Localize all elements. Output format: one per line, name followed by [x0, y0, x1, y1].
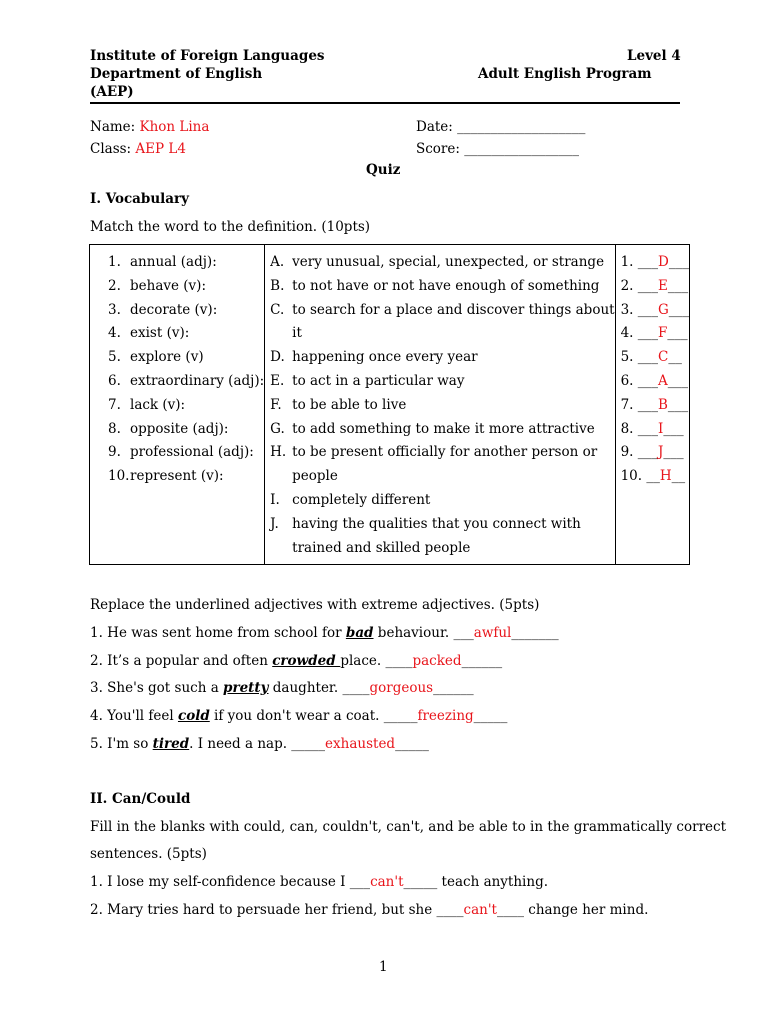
- word-item: 5. explore (v): [108, 349, 204, 366]
- name-field: [90, 119, 209, 135]
- class-label: Class:: [90, 141, 136, 157]
- canclould-item: 2. Mary tries hard to persuade her friend, but she ____can't____ change her mind.: [90, 902, 649, 918]
- page-number: 1: [379, 959, 388, 975]
- definition-item: C. to search for a place and discover things about: [270, 301, 615, 318]
- extreme-item: 5. I'm so tired. I need a nap. _____exhausted_____: [90, 736, 429, 752]
- answers-column: [615, 245, 690, 565]
- name-label: Name:: [90, 119, 140, 135]
- answer-item: 6. ___A___: [620, 372, 688, 389]
- level-label: Level 4: [627, 48, 681, 64]
- word-item: 9. professional (adj):: [108, 444, 254, 461]
- definition-item: D. happening once every year: [270, 349, 478, 366]
- definition-item: G. to add something to make it more attractive: [270, 420, 595, 437]
- definition-item: B. to not have or not have enough of something: [270, 277, 600, 294]
- answer-item: 5. ___C__: [620, 349, 682, 366]
- aep-label: (AEP): [90, 84, 134, 100]
- section1-heading: I. Vocabulary: [90, 191, 190, 207]
- extreme-item: 3. She's got such a pretty daughter. ____gorgeous______: [90, 680, 474, 696]
- section2-heading: II. Can/Could: [90, 791, 191, 807]
- definition-item: H. to be present officially for another person or: [270, 444, 598, 461]
- definition-item: I. completely different: [270, 491, 431, 508]
- answer-item: 1. ___D___: [620, 254, 690, 270]
- section2-instruction-line2: sentences. (5pts): [90, 846, 207, 862]
- definition-item: F. to be able to live: [270, 396, 407, 413]
- answer-item: 9. ___J___: [620, 444, 684, 461]
- extreme-item: 1. He was sent home from school for bad behaviour. ___awful_______: [90, 625, 559, 641]
- extreme-item: 2. It’s a popular and often crowded place. ____packed______: [90, 653, 503, 669]
- word-item: 8. opposite (adj):: [108, 420, 229, 437]
- words-column: [90, 245, 265, 565]
- answer-item: 8. ___I___: [620, 420, 684, 437]
- score-field: Score: _________________: [416, 141, 579, 157]
- answer-item: 4. ___F___: [620, 325, 688, 342]
- institute-name: Institute of Foreign Languages: [90, 48, 325, 64]
- name-value: Khon Lina: [139, 119, 210, 135]
- extreme-item: 4. You'll feel cold if you don't wear a coat. _____freezing_____: [90, 708, 508, 724]
- definitions-column: [265, 245, 615, 565]
- definition-item: it: [292, 325, 302, 342]
- definition-item: A. very unusual, special, unexpected, or strange: [270, 254, 605, 270]
- word-item: 6. extraordinary (adj):: [108, 372, 265, 389]
- word-item: 7. lack (v):: [108, 396, 186, 413]
- class-field: [90, 141, 186, 157]
- section2-instruction-line1: Fill in the blanks with could, can, couldn't, can't, and be able to in the grammatically correct: [90, 819, 726, 835]
- canclould-item: 1. I lose my self-confidence because I ___can't_____ teach anything.: [90, 874, 549, 890]
- extreme-instruction: Replace the underlined adjectives with extreme adjectives. (5pts): [90, 597, 540, 613]
- quiz-title: Quiz: [366, 162, 401, 178]
- header-rule: [90, 102, 680, 104]
- definition-item: trained and skilled people: [292, 539, 471, 556]
- matching-table: [89, 244, 690, 565]
- department-name: Department of English: [90, 66, 263, 82]
- definition-item: E. to act in a particular way: [270, 372, 465, 389]
- answer-item: 3. ___G___: [620, 301, 690, 318]
- definition-item: J. having the qualities that you connect with: [270, 515, 581, 532]
- word-item: 4. exist (v):: [108, 325, 190, 342]
- definition-item: people: [292, 468, 338, 485]
- program-label: Adult English Program: [478, 66, 652, 82]
- word-item: 3. decorate (v):: [108, 301, 218, 318]
- date-field: Date: ___________________: [416, 119, 586, 135]
- answer-item: 2. ___E___: [620, 277, 689, 294]
- word-item: 10.represent (v):: [108, 468, 224, 485]
- answer-item: 7. ___B___: [620, 396, 689, 413]
- section1-instruction: Match the word to the definition. (10pts): [90, 219, 371, 235]
- class-value: AEP L4: [135, 141, 186, 157]
- word-item: 1. annual (adj):: [108, 254, 217, 270]
- answer-item: 10. __H__: [620, 468, 686, 485]
- word-item: 2. behave (v):: [108, 277, 206, 294]
